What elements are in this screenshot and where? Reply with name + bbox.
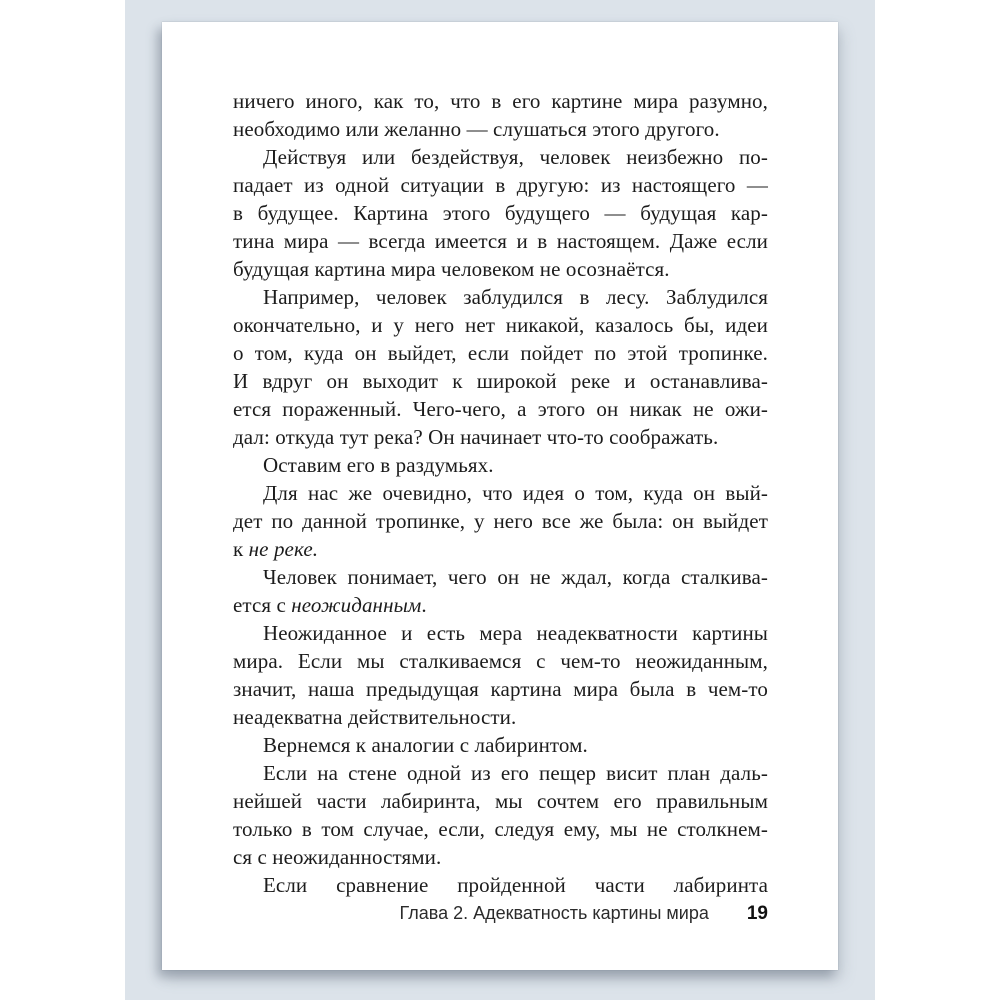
page-body [233,87,768,899]
text-segment: тина мира — всегда имеется и в настоящем. Даже если [233,229,768,253]
text-segment: ется с [233,593,292,617]
text-line [233,283,768,311]
text-line [233,843,768,871]
text-segment: Неожиданное и есть мера неадекватности картины [263,621,768,645]
text-line [233,311,768,339]
text-segment: ничего иного, как то, что в его картине мира разумно, [233,89,768,113]
text-segment: необходимо или желанно — слушаться этого другого. [233,117,720,141]
text-segment: неадекватна действительности. [233,705,517,729]
text-segment: И вдруг он выходит к широкой реке и останавлива- [233,369,768,393]
text-line [233,675,768,703]
text-line [233,115,768,143]
text-segment: в будущее. Картина этого будущего — будущая кар- [233,201,768,225]
text-segment: будущая картина мира человеком не осознаётся. [233,257,670,281]
text-line [233,787,768,815]
text-line [233,647,768,675]
text-segment: Если на стене одной из его пещер висит план даль- [263,761,768,785]
text-segment: Например, человек заблудился в лесу. Заблудился [263,285,768,309]
text-segment-italic: не реке. [248,537,319,561]
text-segment: Оставим его в раздумьях. [263,453,494,477]
text-line [233,87,768,115]
text-segment: ется пораженный. Чего-чего, а этого он никак не ожи- [233,397,768,421]
text-line [233,227,768,255]
text-segment: ся с неожиданностями. [233,845,442,869]
text-line [233,171,768,199]
text-segment-italic: неожиданным [291,593,422,617]
text-segment: к [233,537,249,561]
text-segment: . [421,593,427,617]
text-line [233,871,768,899]
footer-chapter-label: Глава 2. Адекватность картины мира [399,903,709,923]
text-line [233,423,768,451]
text-line [233,731,768,759]
text-line [233,395,768,423]
text-line [233,339,768,367]
text-line [233,255,768,283]
text-line [233,703,768,731]
text-segment: нейшей части лабиринта, мы сочтем его правильным [233,789,768,813]
book-page [162,22,838,970]
text-line [233,199,768,227]
text-line [233,451,768,479]
text-line [233,507,768,535]
text-line [233,479,768,507]
text-segment: только в том случае, если, следуя ему, мы не столкнем- [233,817,768,841]
text-line [233,759,768,787]
text-line [233,591,768,619]
footer-page-number: 19 [746,903,768,924]
page-footer [233,903,768,925]
text-line [233,619,768,647]
text-line [233,815,768,843]
text-segment: дет по данной тропинке, у него все же была: он выйдет [233,509,768,533]
text-segment: значит, наша предыдущая картина мира была в чем-то [233,677,768,701]
text-line [233,535,768,563]
text-segment: Действуя или бездействуя, человек неизбежно по- [263,145,768,169]
text-segment: Если сравнение пройденной части лабиринта [263,873,768,897]
text-segment: Человек понимает, чего он не ждал, когда сталкива- [263,565,768,589]
text-segment: мира. Если мы сталкиваемся с чем-то неожиданным, [233,649,768,673]
text-line [233,143,768,171]
text-segment: падает из одной ситуации в другую: из настоящего — [233,173,768,197]
text-segment: Вернемся к аналогии с лабиринтом. [263,733,588,757]
text-line [233,563,768,591]
text-segment: дал: откуда тут река? Он начинает что-то соображать. [233,425,719,449]
text-segment: о том, куда он выйдет, если пойдет по этой тропинке. [233,341,768,365]
text-segment: Для нас же очевидно, что идея о том, куда он вый- [263,481,768,505]
text-line [233,367,768,395]
text-segment: окончательно, и у него нет никакой, казалось бы, идеи [233,313,768,337]
